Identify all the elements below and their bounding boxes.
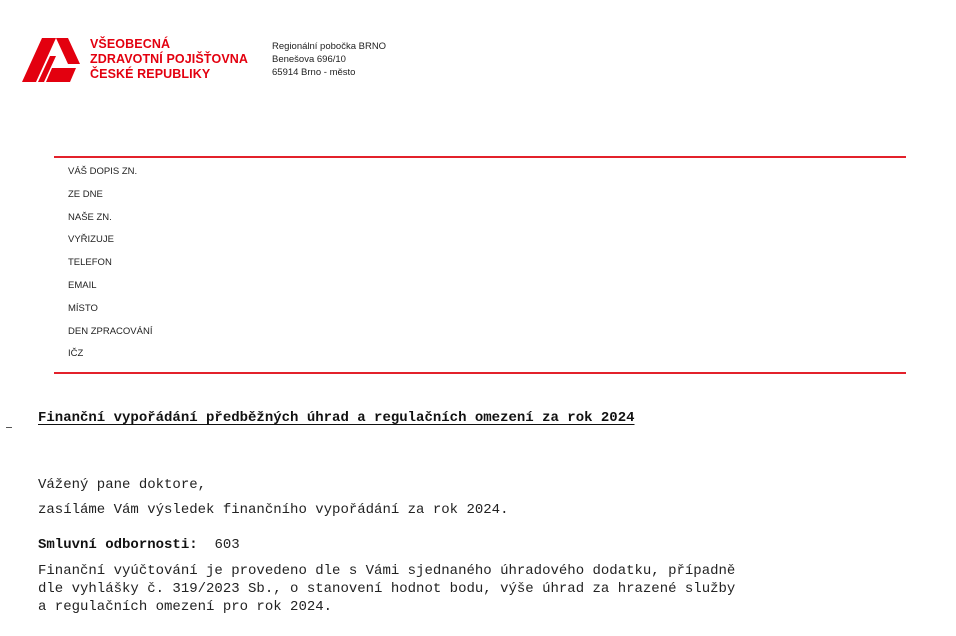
reference-block	[68, 165, 152, 370]
reference-label: TELEFON	[68, 257, 112, 269]
reference-bottom-divider	[54, 372, 906, 374]
letter-salutation: Vážený pane doktore,	[38, 477, 207, 493]
organization-name-line: ZDRAVOTNÍ POJIŠŤOVNA	[90, 52, 249, 66]
letter-paragraph-line: dle vyhlášky č. 319/2023 Sb., o stanovení hodnot bodu, výše úhrad za hrazené služby	[38, 581, 736, 597]
organization-name-line: ČESKÉ REPUBLIKY	[90, 67, 211, 81]
branch-address-line: Regionální pobočka BRNO	[272, 41, 387, 52]
reference-label: VÁŠ DOPIS ZN.	[68, 166, 138, 177]
margin-fold-mark	[6, 427, 12, 428]
organization-name	[90, 37, 248, 82]
organization-name-line: VŠEOBECNÁ	[90, 37, 171, 51]
letter-subject: Finanční vypořádání předběžných úhrad a regulačních omezení za rok 2024	[38, 410, 635, 426]
contract-specialty-label: Smluvní odbornosti:	[38, 537, 198, 553]
reference-label: EMAIL	[68, 279, 97, 291]
branch-address-line: Benešova 696/10	[272, 54, 346, 65]
reference-label: MÍSTO	[68, 302, 98, 314]
contract-specialty	[38, 537, 240, 553]
vzp-logo-icon	[22, 38, 80, 82]
letter-paragraph	[38, 562, 735, 616]
reference-label: NAŠE ZN.	[68, 211, 112, 223]
branch-address	[272, 40, 386, 79]
reference-label: ZE DNE	[68, 188, 103, 200]
reference-label: DEN ZPRACOVÁNÍ	[68, 325, 153, 337]
branch-address-line: 65914 Brno - město	[272, 67, 356, 78]
letter-paragraph-line: a regulačních omezení pro rok 2024.	[38, 599, 333, 615]
reference-top-divider	[54, 156, 906, 158]
letter-intro: zasíláme Vám výsledek finančního vypořádání za rok 2024.	[38, 502, 509, 518]
reference-label: IČZ	[68, 348, 84, 360]
reference-label: VYŘIZUJE	[68, 234, 114, 246]
letter-paragraph-line: Finanční vyúčtování je provedeno dle s Vámi sjednaného úhradového dodatku, případně	[38, 563, 736, 579]
contract-specialty-value: 603	[214, 537, 240, 553]
